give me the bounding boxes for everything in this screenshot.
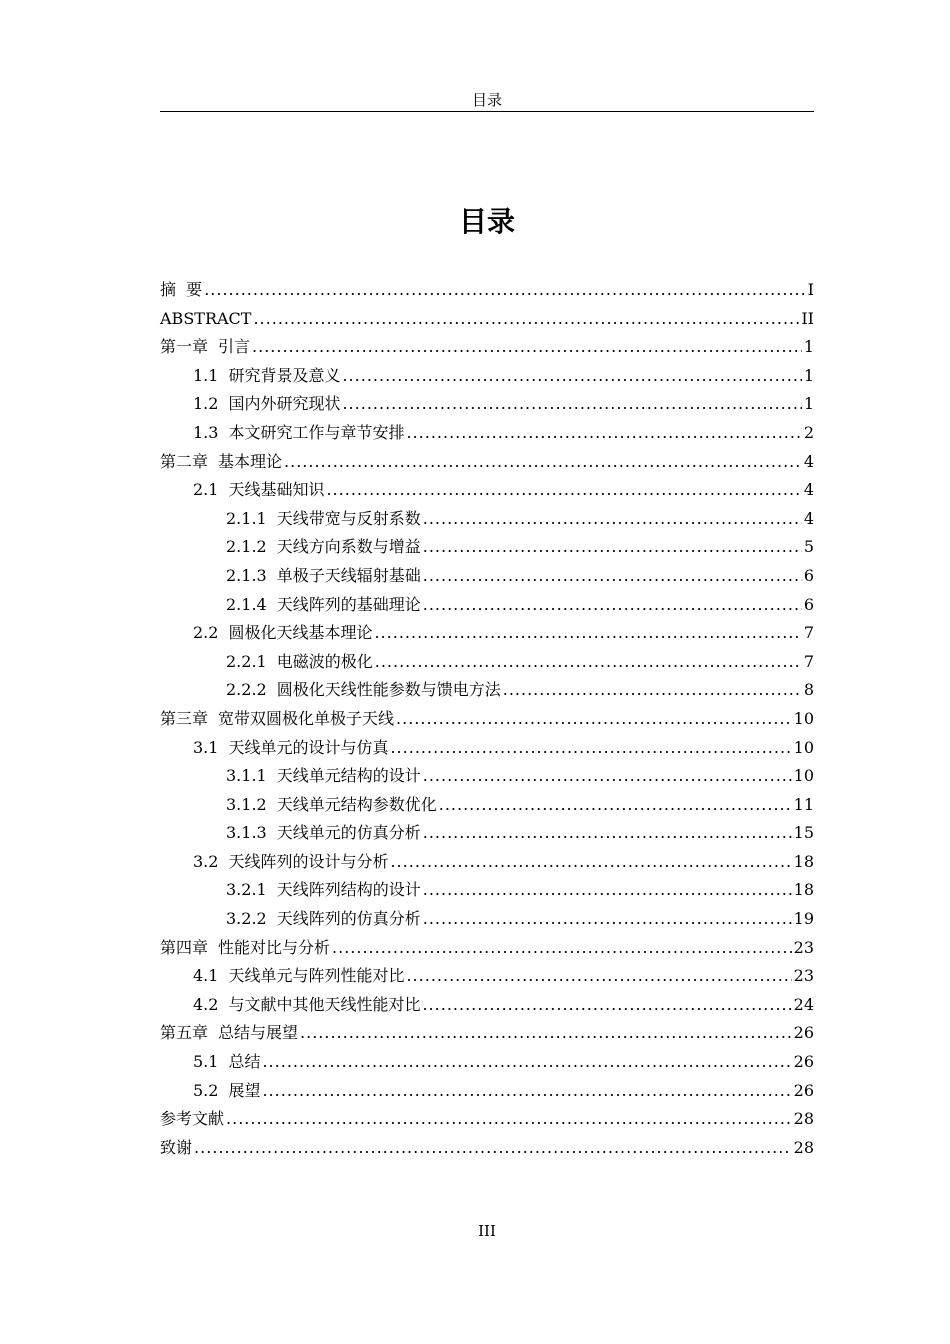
toc-entry-page: 26 [793,1052,814,1072]
toc-entry-title: 摘 要 [160,280,203,299]
toc-entry[interactable] [160,762,814,791]
toc-entry-title: 与文献中其他天线性能对比 [228,994,421,1014]
toc-entry-number: 3.1.1 [226,766,267,786]
toc-entry-number: 1.1 [193,365,219,385]
toc-dot-leader [423,819,792,848]
toc-dot-leader [423,533,802,562]
table-of-contents [160,276,814,1162]
toc-entry-number: 第五章 [160,1023,209,1043]
toc-entry[interactable] [160,305,814,334]
toc-entry-title: 单极子天线辐射基础 [276,565,421,585]
toc-dot-leader [390,734,791,763]
toc-entry[interactable] [160,390,814,419]
toc-entry-page: 7 [803,623,814,643]
toc-entry-page: II [801,308,814,328]
toc-entry-page: 6 [803,565,814,585]
toc-entry-number: 2.1.2 [226,537,267,557]
toc-entry-title: 天线基础知识 [228,480,325,500]
toc-entry-title: 天线单元与阵列性能对比 [228,966,405,986]
toc-entry[interactable] [160,1134,814,1163]
toc-entry-number: 2.1.4 [226,594,267,614]
toc-entry-number: 2.2.1 [226,651,267,671]
toc-entry-page: 15 [793,823,814,843]
toc-dot-leader [423,762,792,791]
toc-dot-leader [423,591,802,620]
toc-entry-number: 3.2.1 [226,880,267,900]
toc-entry[interactable] [160,362,814,391]
toc-entry-number: 2.1.3 [226,565,267,585]
toc-entry-title: 天线单元结构参数优化 [276,794,437,814]
toc-entry[interactable] [160,562,814,591]
toc-entry-title: 天线阵列的设计与分析 [228,851,389,871]
toc-entry-page: 28 [793,1109,814,1129]
toc-entry-title: 展望 [228,1080,261,1100]
toc-entry-title: 天线阵列的仿真分析 [276,909,421,929]
toc-entry[interactable] [160,505,814,534]
toc-entry-number: 2.1.1 [226,508,267,528]
toc-entry-number: 5.2 [193,1080,219,1100]
toc-entry[interactable] [160,991,814,1020]
toc-dot-leader [375,648,802,677]
toc-entry[interactable] [160,676,814,705]
toc-dot-leader [423,876,792,905]
toc-entry[interactable] [160,791,814,820]
toc-dot-leader [342,390,801,419]
toc-entry-title: 圆极化天线性能参数与馈电方法 [276,680,501,700]
toc-entry-title: ABSTRACT [160,308,252,328]
toc-entry-number: 第一章 [160,337,209,357]
toc-entry-number: 第二章 [160,451,209,471]
toc-entry[interactable] [160,1019,814,1048]
toc-entry-title: 宽带双圆极化单极子天线 [218,708,395,728]
toc-entry-page: 23 [793,937,814,957]
toc-entry-title: 电磁波的极化 [276,651,373,671]
toc-entry-title: 圆极化天线基本理论 [228,623,373,643]
toc-entry[interactable] [160,705,814,734]
toc-entry-title: 基本理论 [218,451,283,471]
toc-entry-title: 性能对比与分析 [218,937,331,957]
toc-dot-leader [226,1105,792,1134]
toc-dot-leader [406,962,791,991]
toc-entry-page: 2 [803,422,814,442]
toc-entry-title: 国内外研究现状 [228,394,341,414]
toc-entry[interactable] [160,419,814,448]
toc-entry-number: 5.1 [193,1052,219,1072]
toc-entry-page: 8 [803,680,814,700]
toc-entry-title: 天线阵列的基础理论 [276,594,421,614]
toc-entry-number: 第四章 [160,937,209,957]
toc-entry-page: 1 [803,394,814,414]
toc-entry-page: 19 [793,909,814,929]
toc-entry-title: 天线方向系数与增益 [276,537,421,557]
toc-entry-page: 5 [803,537,814,557]
toc-entry-number: 4.2 [193,994,219,1014]
toc-entry-title: 引言 [218,337,251,357]
toc-entry-page: 11 [793,794,814,814]
toc-entry-title: 研究背景及意义 [228,365,341,385]
toc-entry-page: 18 [793,880,814,900]
toc-dot-leader [332,934,792,963]
toc-dot-leader [423,562,802,591]
toc-entry[interactable] [160,905,814,934]
toc-entry-page: 26 [793,1023,814,1043]
toc-entry[interactable] [160,648,814,677]
toc-dot-leader [406,419,801,448]
toc-entry-page: 4 [803,508,814,528]
toc-entry-number: 2.1 [193,480,219,500]
toc-entry-page: 24 [793,994,814,1014]
toc-dot-leader [284,448,802,477]
toc-entry-page: 10 [793,737,814,757]
toc-entry-page: 23 [793,966,814,986]
toc-entry-page: 10 [793,708,814,728]
toc-entry-number: 1.2 [193,394,219,414]
toc-entry-number: 2.2.2 [226,680,267,700]
toc-entry[interactable] [160,1105,814,1134]
toc-entry-number: 第三章 [160,708,209,728]
toc-dot-leader [300,1019,792,1048]
toc-entry-title: 总结与展望 [218,1023,299,1043]
toc-entry-page: 10 [793,766,814,786]
toc-entry-page: 18 [793,851,814,871]
toc-entry-page: I [807,280,814,299]
toc-entry[interactable] [160,734,814,763]
toc-entry-page: 4 [803,480,814,500]
toc-entry-title: 天线单元结构的设计 [276,766,421,786]
toc-entry-number: 2.2 [193,623,219,643]
toc-entry[interactable] [160,333,814,362]
toc-entry-number: 3.1.2 [226,794,267,814]
toc-entry[interactable] [160,476,814,505]
toc-dot-leader [262,1048,791,1077]
toc-dot-leader [252,333,802,362]
toc-entry[interactable] [160,819,814,848]
toc-entry[interactable] [160,591,814,620]
toc-entry[interactable] [160,1077,814,1106]
toc-entry[interactable] [160,848,814,877]
toc-entry-title: 天线带宽与反射系数 [276,508,421,528]
toc-entry-title: 致谢 [160,1137,193,1157]
toc-entry-page: 1 [803,337,814,357]
toc-dot-leader [422,991,791,1020]
toc-entry-page: 7 [803,651,814,671]
toc-dot-leader [374,619,801,648]
toc-entry-number: 4.1 [193,966,219,986]
toc-entry[interactable] [160,1048,814,1077]
toc-entry-page: 6 [803,594,814,614]
toc-dot-leader [396,705,792,734]
toc-dot-leader [423,905,792,934]
toc-entry-number: 3.1 [193,737,219,757]
toc-entry-page: 1 [803,365,814,385]
toc-dot-leader [253,305,799,334]
toc-dot-leader [390,848,791,877]
toc-entry-title: 总结 [228,1052,261,1072]
toc-dot-leader [326,476,801,505]
toc-entry[interactable] [160,533,814,562]
toc-entry-title: 天线阵列结构的设计 [276,880,421,900]
page-number: III [478,1222,496,1240]
toc-entry-number: 3.2.2 [226,909,267,929]
toc-entry-number: 1.3 [193,422,219,442]
toc-entry[interactable] [160,934,814,963]
toc-entry-title: 天线单元的仿真分析 [276,823,421,843]
toc-entry[interactable] [160,876,814,905]
toc-entry-title: 参考文献 [160,1109,225,1129]
toc-dot-leader [423,505,802,534]
toc-entry[interactable] [160,276,814,305]
header-rule [160,111,814,112]
toc-entry-number: 3.1.3 [226,823,267,843]
page-title: 目录 [458,205,515,238]
running-header: 目录 [471,91,502,109]
toc-dot-leader [194,1134,792,1163]
toc-entry-title: 天线单元的设计与仿真 [228,737,389,757]
toc-entry-page: 28 [793,1137,814,1157]
toc-dot-leader [439,791,792,820]
toc-entry[interactable] [160,962,814,991]
toc-entry-number: 3.2 [193,851,219,871]
toc-dot-leader [204,276,805,305]
toc-dot-leader [342,362,801,391]
toc-entry[interactable] [160,619,814,648]
toc-dot-leader [262,1077,791,1106]
toc-dot-leader [503,676,802,705]
toc-entry[interactable] [160,448,814,477]
toc-entry-title: 本文研究工作与章节安排 [228,422,405,442]
toc-entry-page: 4 [803,451,814,471]
toc-entry-page: 26 [793,1080,814,1100]
